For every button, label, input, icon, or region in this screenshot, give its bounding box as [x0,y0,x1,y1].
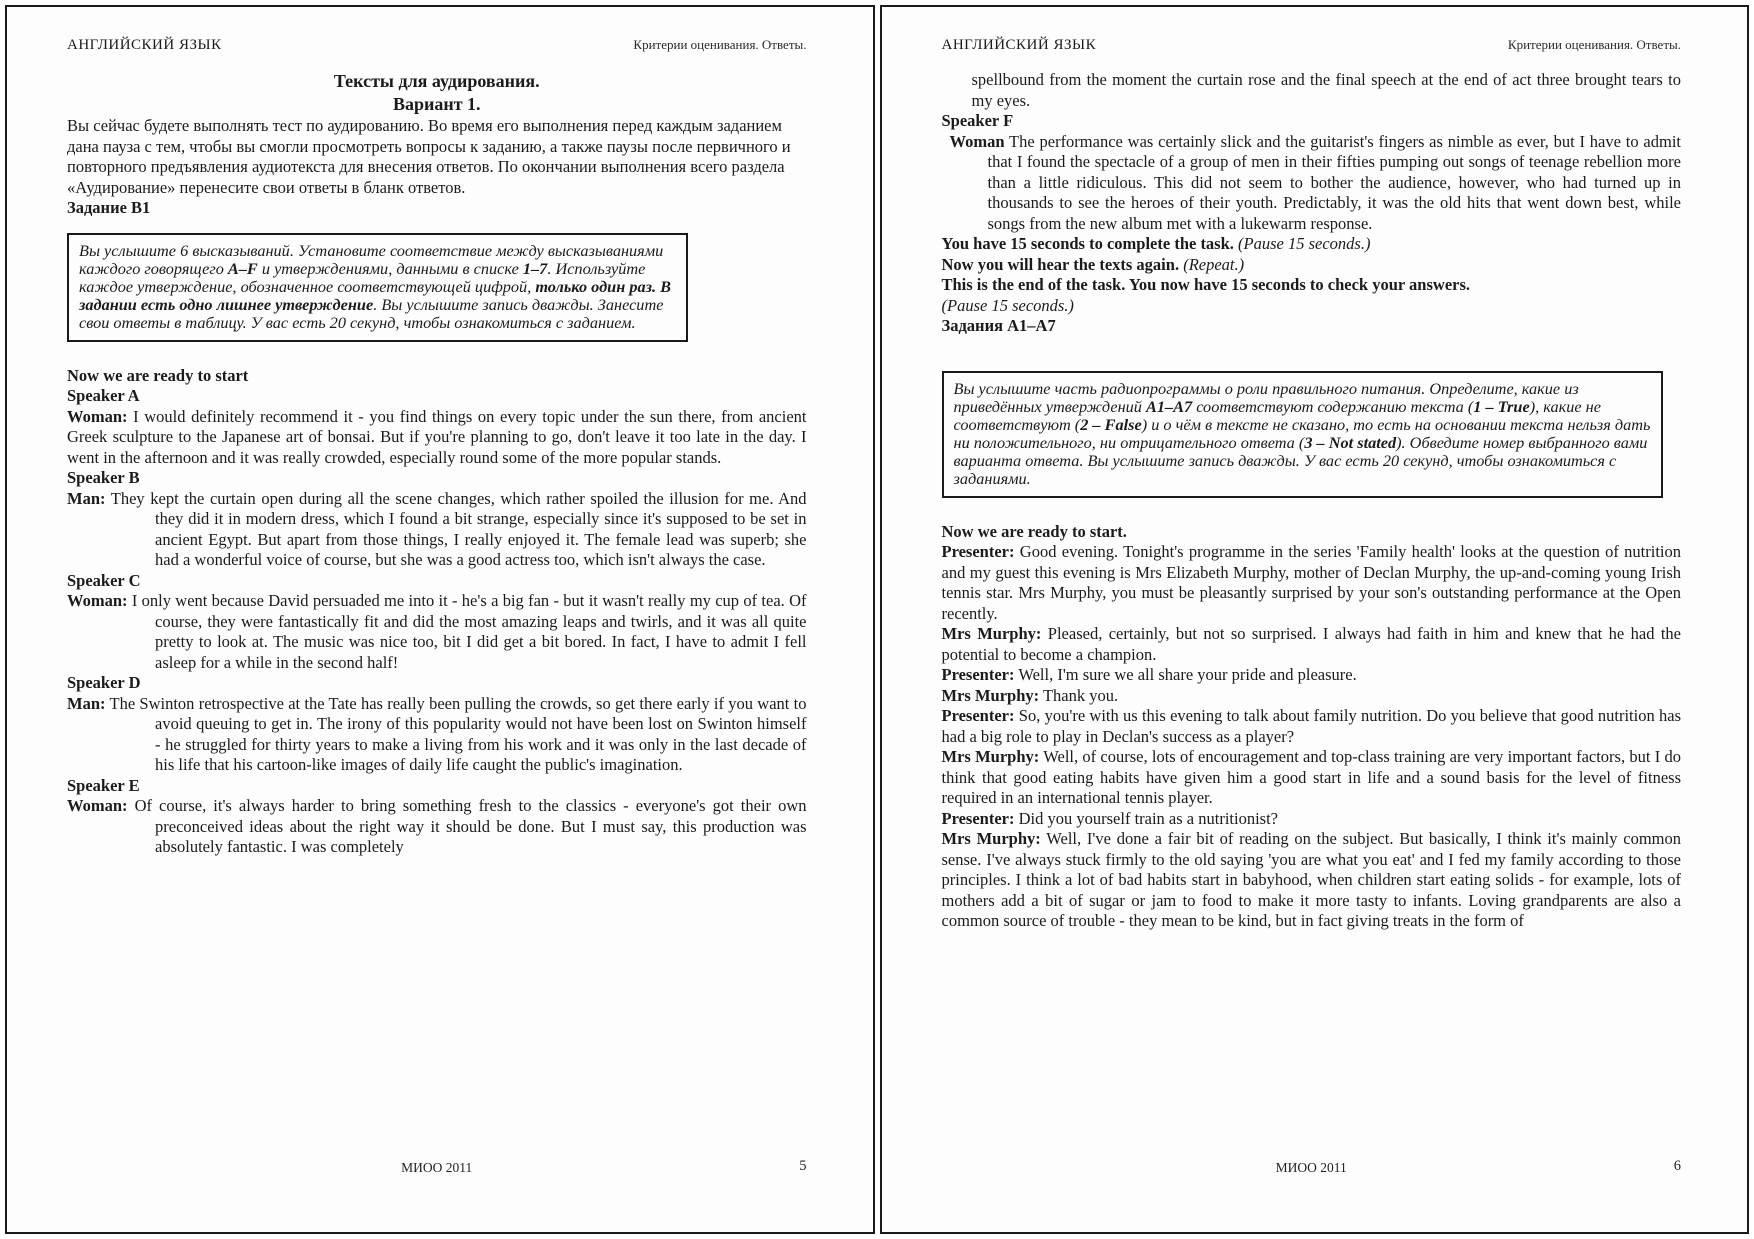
pause-note: (Pause 15 seconds.) [941,295,1074,315]
header-section: Критерии оценивания. Ответы. [633,37,807,52]
speaker-label: Mrs Murphy: [941,829,1041,848]
voice-label: Man: [67,693,106,713]
instruction-line [942,296,1682,317]
header-subject: АНГЛИЙСКИЙ ЯЗЫК [67,37,222,53]
transcript-continued [942,70,1682,337]
tasks-a1-a7-instruction-box [942,371,1663,498]
page-6 [880,5,1750,1234]
instruction-text: ), какие не соответствуют ( [953,396,1601,434]
page-5 [5,5,875,1234]
voice-label: Woman [949,131,1005,151]
task-b1-instruction-box [67,233,688,342]
speaker-label: Mrs Murphy: [941,685,1040,705]
speech-text: I only went because David persuaded me into it - he's a big fan - but it wasn't really my cup of tea. Of course, they were fantastically fit and did the most amazing leaps and twirls, and it was all quite pretty to look at. The music was nice too, bit I did get a bit bored. In fact, I have to admit I fell asleep for a while in the second half! [131,591,807,672]
speech-text: Did you yourself train as a nutritionist? [1018,808,1278,828]
voice-label: Woman: [67,406,128,426]
speaker-e-paragraph [67,796,807,858]
speaker-b-heading: Speaker B [67,468,140,487]
speech-text: They kept the curtain open during all the scene changes, which rather spoiled the illusion for me. And they did it in modern dress, which I found a bit strange, especially since it's supposed to be set in ancient Egypt. But apart from those things, I really enjoyed it. The female lead was superb; she had a wonderful voice of course, but she was a good actress too, which isn't always the case. [110,488,807,569]
speaker-label: Presenter: [941,808,1015,828]
instruction-text: Вы услышите 6 высказываний. Установите соответствие между высказываниями каждого говорящего [79,240,664,278]
instruction-bold: This is the end of the task. You now have 15 seconds to check your answers. [941,275,1471,294]
instruction-text: Вы услышите часть радиопрограммы о роли правильного питания. Определите, какие из приведённых утверждений [953,378,1579,416]
instruction-line [942,234,1682,255]
instruction-bold: 1 – True [1473,396,1530,416]
dialogue-paragraph [942,686,1682,707]
tasks-a1-a7-label: Задания А1–А7 [941,316,1056,335]
speaker-f-paragraph [942,132,1682,235]
speech-text: The performance was certainly slick and the guitarist's fingers as nimble as ever, but I have to admit that I found the spectacle of a group of men in their fifties pumping out songs of teenage rebellion more than a little ridiculous. This did not seem to bother the audience, however, who had turned up in thousands to see the heroes of their youth. Predictably, it was the old hits that went down best, while songs from the new album met with a lukewarm response. [987,131,1681,233]
instruction-bold: 1–7 [522,258,548,278]
speaker-a-paragraph [67,407,807,469]
page-number: 5 [799,1158,807,1174]
speech-text: Well, of course, lots of encouragement and top-class training are very important factors, but I do think that good eating habits have given him a good start in life and a sound basis for the level of fitness required in an international tennis player. [941,747,1681,807]
header-section: Критерии оценивания. Ответы. [1507,37,1681,52]
speaker-label: Presenter: [941,706,1015,725]
speaker-e-continuation: spellbound from the moment the curtain rose and the final speech at the end of act three brought tears to my eyes. [971,70,1681,110]
speech-text: Good evening. Tonight's programme in the series 'Family health' looks at the question of nutrition and my guest this evening is Mrs Elizabeth Murphy, mother of Declan Murphy, the up-and-coming young Irish tennis star. Mrs Murphy, you must be pleasantly surprised by your son's outstanding performance at the Open recently. [941,542,1682,623]
task-b1-label: Задание В1 [67,198,151,217]
page-header [942,37,1682,54]
header-subject: АНГЛИЙСКИЙ ЯЗЫК [941,37,1097,53]
speech-text: Thank you. [1042,685,1119,705]
speaker-b-paragraph [67,489,807,571]
instruction-text: . Используйте каждое утверждение, обозначенное соответствующей цифрой, [79,258,646,296]
dialogue-paragraph [942,665,1682,686]
voice-label: Woman: [67,591,128,610]
instruction-line [942,255,1682,276]
speaker-label: Presenter: [941,542,1015,561]
speech-text: Of course, it's always harder to bring something fresh to the classics - everyone's got their own preconceived ideas about the right way it should be done. But I must say, this production was absolutely fantastic. I was completely [134,796,807,856]
instruction-bold: 2 – False [1080,414,1142,434]
dialogue-paragraph [942,706,1682,747]
speech-text: The Swinton retrospective at the Tate has really been pulling the crowds, so get there early if you want to avoid queuing to get in. The irony of this popularity would not have been lost on Swinton himself - he struggled for thirty years to make a living from his work and it was only in the last decade of his life that his cartoon-like images of daily life caught the public's imagination. [109,693,807,774]
speech-text: So, you're with us this evening to talk about family nutrition. Do you believe that good nutrition has had a big role to play in Declan's success as a player? [941,706,1681,746]
instruction-bold: только один раз. В задании есть одно лишнее утверждение [79,276,671,314]
speech-text: Well, I'm sure we all share your pride and pleasure. [1018,665,1357,684]
page-footer [67,1160,807,1176]
speaker-a-heading: Speaker A [67,386,140,405]
instruction-text: ). Обведите номер выбранного вами варианта ответа. Вы услышите запись дважды. У вас есть 20 секунд, чтобы ознакомиться с заданиями. [953,432,1648,488]
speaker-label: Presenter: [941,665,1015,684]
dialogue-paragraph [942,542,1682,624]
page-footer [942,1160,1682,1176]
instruction-bold: You have 15 seconds to complete the task. [941,234,1234,253]
footer-publisher: МИОО 2011 [1275,1160,1347,1175]
voice-label: Man: [67,488,106,508]
speech-text: Pleased, certainly, but not so surprised. I always had faith in him and knew that he had the potential to become a champion. [941,624,1681,664]
radio-programme-transcript [942,522,1682,932]
instruction-bold: 3 – Not stated [1304,432,1397,452]
intro-paragraph: Вы сейчас будете выполнять тест по аудированию. Во время его выполнения перед каждым заданием дана пауза с тем, чтобы вы смогли просмотреть вопросы к заданию, а также паузы после первичного и повторного предъявления аудиотекста для внесения ответов. По окончании выполнения всего раздела «Аудирование» перенесите свои ответы в бланк ответов. [67,116,791,197]
speaker-c-heading: Speaker C [67,570,141,590]
voice-label: Woman: [67,796,128,815]
instruction-bold: Now you will hear the texts again. [941,254,1180,274]
dialogue-paragraph [942,829,1682,932]
instruction-line [942,275,1682,296]
document-title: Тексты для аудирования. [333,71,540,91]
instruction-bold: A–F [227,258,258,278]
page-number: 6 [1673,1158,1681,1174]
transcript [67,366,807,858]
speaker-f-heading: Speaker F [941,111,1014,130]
footer-publisher: МИОО 2011 [401,1160,473,1175]
speaker-e-heading: Speaker E [67,775,140,795]
instruction-bold: А1–А7 [1146,396,1193,416]
variant-title: Вариант 1. [392,94,481,114]
dialogue-paragraph [942,747,1682,809]
dialogue-paragraph [942,624,1682,665]
instruction-text: соответствуют содержанию текста ( [1192,396,1474,416]
ready-heading: Now we are ready to start. [941,521,1127,541]
pause-note: (Pause 15 seconds.) [1238,234,1371,253]
speaker-c-paragraph [67,591,807,673]
speech-text: I would definitely recommend it - you find things on every topic under the sun there, from ancient Greek sculpture to the Japanese art of bonsai. But if you're planning to go, don't leave it too late in the day. I went in the afternoon and it was really crowded, especially round some of the more popular stands. [67,406,807,467]
repeat-note: (Repeat.) [1183,254,1245,274]
speaker-label: Mrs Murphy: [941,624,1042,643]
speaker-d-heading: Speaker D [67,673,141,692]
speech-text: Well, I've done a fair bit of reading on the subject. But basically, I think it's mainly common sense. I've always stuck firmly to the old saying 'you are what you eat' and I fed my family according to those principles. I think a lot of bad habits start in babyhood, when children start eating solids - for example, lots of mothers add a bit of sugar or jam to food to make it more tasty to infants. Loving grandparents are also a common source of trouble - they mean to be kind, but in fact giving treats in the form of [941,829,1681,930]
instruction-text: . Вы услышите запись дважды. Занесите свои ответы в таблицу. У вас есть 20 секунд, чтобы ознакомиться с заданием. [79,294,664,332]
speaker-d-paragraph [67,694,807,776]
instruction-text: ) и о чём в тексте не сказано, то есть на основании текста нельзя дать ни положительного, ни отрицательного ответа ( [953,414,1651,452]
instruction-text: и утверждениями, данными в списке [257,258,523,278]
ready-heading: Now we are ready to start [67,365,249,385]
speaker-label: Mrs Murphy: [941,747,1040,766]
dialogue-paragraph [942,809,1682,830]
page-header [67,37,807,54]
